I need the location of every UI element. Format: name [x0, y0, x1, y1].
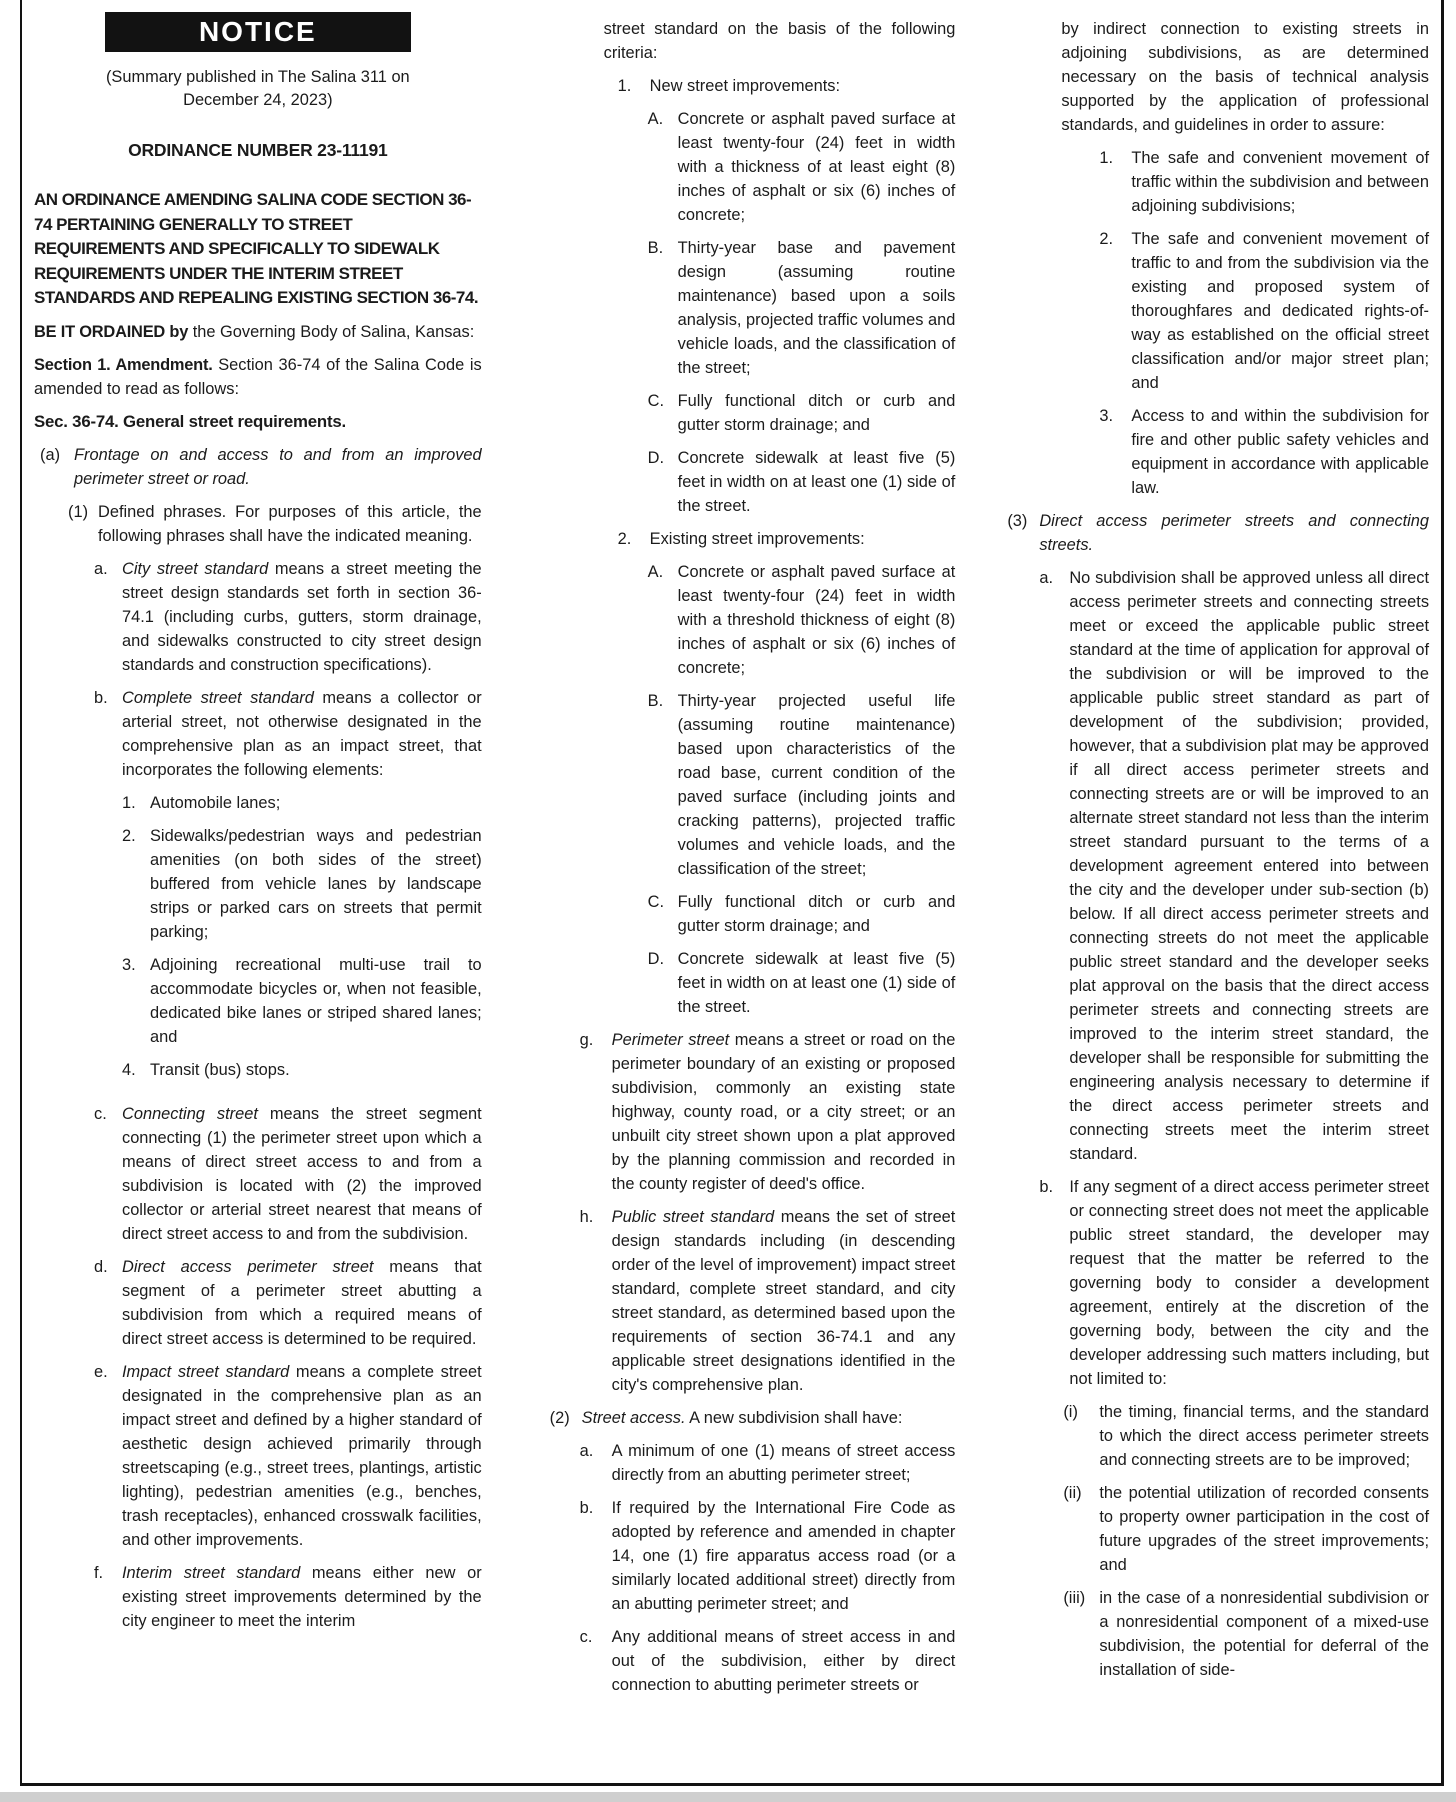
item-text: Concrete sidewalk at least five (5) feet in width on at least one (1) side of the street. [677, 449, 956, 515]
item-marker: 1. [1099, 149, 1114, 167]
list-item-i [981, 1400, 1429, 1472]
item-marker: (a) [40, 445, 61, 464]
list-item-A [508, 560, 956, 680]
list-item-ii [981, 1481, 1429, 1577]
item-text: the timing, financial terms, and the standard to which the direct access perimeter streets and connecting streets are to be improved; [1099, 1403, 1430, 1469]
defined-term: Street access. [581, 1409, 686, 1427]
item-text: Fully functional ditch or curb and gutter storm drainage; and [677, 893, 956, 935]
enacting-clause [34, 320, 482, 344]
list-item-C [508, 890, 956, 938]
item-text: means the set of street design standards including (in descending order of the level of improvement) impact street standard, complete street standard, and city street standard, as determined based upon the requirements of section 36-74.1 and any applicable street designations identified in the city's comprehensive plan. [611, 1208, 956, 1394]
item-text: means a complete street designated in the comprehensive plan as an impact street and defined by a higher standard of aesthetic design achieved primarily through streetscaping (e.g., street trees, plantings, artistic lighting), pedestrian amenities (e.g., benches, trash receptacles), enhanced crosswalk facilities, and other improvements. [122, 1362, 482, 1549]
section-1-heading [34, 353, 482, 401]
list-item-f [34, 1561, 482, 1633]
list-item-b [34, 686, 482, 782]
item-text: Thirty-year projected useful life (assuming routine maintenance) based upon characteristics of the road base, current condition of the paved surface (including joints and cracking patterns), projected traffic volumes and vehicle loads, and the classification of the street; [677, 692, 956, 878]
list-item-c [34, 1102, 482, 1246]
item-marker: (1) [68, 502, 89, 521]
section-1-rest: Section 36-74 of the Salina Code is amended to read as follows: [34, 355, 482, 398]
list-item-d [34, 1255, 482, 1351]
ordinance-title: AN ORDINANCE AMENDING SALINA CODE SECTION 36-74 PERTAINING GENERALLY TO STREET REQUIREMENTS AND SPECIFICALLY TO SIDEWALK REQUIREMENTS UNDER THE INTERIM STREET STANDARDS AND REPEALING EXISTING SECTION 36-74. [34, 190, 479, 307]
item-marker: b. [94, 688, 108, 707]
item-text: If any segment of a direct access perimeter street or connecting street does not meet the applicable public street standard, the developer may request that the matter be referred to the governing body to consider a development agreement, entirely at the discretion of the governing body, between the city and the developer addressing such matters including, but not limited to: [1069, 1178, 1430, 1388]
item-text: Concrete sidewalk at least five (5) feet in width on at least one (1) side of the street. [677, 950, 956, 1016]
column-1-items [34, 443, 482, 1633]
item-marker: f. [94, 1563, 104, 1582]
document-frame [20, 0, 1444, 1786]
item-text: Concrete or asphalt paved surface at least twenty-four (24) feet in width with a threshold thickness of eight (8) inches of asphalt or six (6) inches of concrete; [677, 563, 956, 677]
list-item-2 [508, 1406, 956, 1430]
item-text: A new subdivision shall have: [685, 1409, 903, 1427]
defined-term: Impact street standard [122, 1362, 290, 1381]
item-marker: 3. [1099, 407, 1114, 425]
item-text: means a street meeting the street design standards set forth in section 36-74.1 (including curbs, gutters, storm drainage, and sidewalks constructed to city street design standards and construction specifications). [122, 559, 482, 674]
defined-term: Perimeter street [611, 1031, 730, 1049]
list-item-B [508, 236, 956, 380]
item-marker: a. [1039, 569, 1054, 587]
item-text: No subdivision shall be approved unless all direct access perimeter streets and connecting streets meet or exceed the applicable public street standard at the time of application for approval of the subdivision or will be improved to the applicable public street standard as part of development of the subdivision; provided, however, that a subdivision plat may be approved if all direct access perimeter streets and connecting streets are or will be improved to an alternate street standard not less than the interim street standard pursuant to the terms of a development agreement entered into between the city and the developer under sub-section (b) below. If all direct access perimeter streets and connecting streets do not meet the applicable public street standard and the developer seeks plat approval on the basis that the direct access perimeter streets and connecting streets are improved to the interim street standard, the developer shall be responsible for submitting the engineering analysis necessary to determine if the direct access perimeter streets and connecting streets meet the interim street standard. [1069, 569, 1430, 1163]
list-item-1 [508, 74, 956, 98]
list-item-1 [981, 146, 1429, 218]
item-marker: 3. [122, 955, 136, 974]
item-marker: c. [579, 1628, 593, 1646]
list-item-a [34, 557, 482, 677]
list-item-b [508, 1496, 956, 1616]
item-text: in the case of a nonresidential subdivision or a nonresidential component of a mixed-use subdivision, the potential for deferral of the installation of side- [1099, 1589, 1430, 1679]
item-marker: D. [647, 449, 665, 467]
item-marker: D. [647, 950, 665, 968]
list-item-iii [981, 1586, 1429, 1682]
list-item-e [34, 1360, 482, 1552]
item-marker: (3) [1007, 512, 1028, 530]
defined-term: Direct access perimeter street [122, 1257, 374, 1276]
item-marker: (i) [1063, 1403, 1078, 1421]
column-2 [508, 8, 956, 1783]
item-marker: h. [579, 1208, 594, 1226]
item-marker: a. [579, 1442, 594, 1460]
list-item-h [508, 1205, 956, 1397]
list-item-3 [981, 509, 1429, 557]
item-marker: (ii) [1063, 1484, 1082, 1502]
list-item-C [508, 389, 956, 437]
defined-term: Frontage on and access to and from an improved perimeter street or road. [74, 445, 482, 488]
enacting-clause-rest: the Governing Body of Salina, Kansas: [188, 322, 475, 341]
item-text: Transit (bus) stops. [150, 1060, 290, 1079]
item-text: the potential utilization of recorded consents to property owner participation in the cost of future upgrades of the street improvements; and [1099, 1484, 1430, 1574]
item-marker: C. [647, 893, 665, 911]
list-item-1 [34, 791, 482, 815]
column-3-items [981, 17, 1429, 1682]
item-marker: A. [647, 563, 664, 581]
list-item-g [508, 1028, 956, 1196]
column-2-items [508, 17, 956, 1697]
item-marker: 1. [617, 77, 632, 95]
item-text: means the street segment connecting (1) the perimeter street upon which a means of direct street access to and from a subdivision is located with (2) the improved collector or arterial street nearest that means of direct street access to and from the subdivision. [122, 1104, 482, 1243]
summary-line: (Summary published in The Salina 311 on December 24, 2023) [105, 68, 410, 109]
enacting-clause-bold: BE IT ORDAINED by [34, 322, 189, 341]
item-text: means a collector or arterial street, not otherwise designated in the comprehensive plan as an impact street, that incorporates the following elements: [122, 688, 482, 779]
item-marker: 2. [617, 530, 632, 548]
item-marker: A. [647, 110, 664, 128]
item-text: The safe and convenient movement of traffic within the subdivision and between adjoining subdivisions; [1131, 149, 1430, 215]
list-item-D [508, 446, 956, 518]
item-marker: e. [94, 1362, 108, 1381]
list-item-2 [508, 527, 956, 551]
list-item-c [508, 1625, 956, 1697]
item-marker: d. [94, 1257, 108, 1276]
defined-term: Complete street standard [122, 688, 314, 707]
item-text: The safe and convenient movement of traffic to and from the subdivision via the existing and proposed system of thoroughfares and dedicated rights-of-way as established on the official street classification and/or major street plan; and [1131, 230, 1430, 392]
list-item-2 [981, 227, 1429, 395]
item-marker: g. [579, 1031, 594, 1049]
defined-term: City street standard [122, 559, 269, 578]
item-text: Fully functional ditch or curb and gutter storm drainage; and [677, 392, 956, 434]
continuation-paragraph [981, 17, 1429, 137]
list-item-2 [34, 824, 482, 944]
item-marker: 2. [122, 826, 136, 845]
item-marker: b. [579, 1499, 594, 1517]
item-marker: 4. [122, 1060, 136, 1079]
continuation-paragraph [508, 17, 956, 65]
list-item-a [981, 566, 1429, 1166]
item-text: means a street or road on the perimeter boundary of an existing or proposed subdivision, commonly an existing state highway, county road, or a city street; or an unbuilt city street shown upon a plat approved by the planning commission and recorded in the county register of deed's office. [611, 1031, 956, 1193]
item-marker: 1. [122, 793, 136, 812]
list-item-3 [981, 404, 1429, 500]
item-text: means either new or existing street improvements determined by the city engineer to meet the interim [122, 1563, 482, 1630]
notice-banner: NOTICE [105, 12, 411, 52]
item-text: Sidewalks/pedestrian ways and pedestrian amenities (on both sides of the street) buffered from vehicle lanes by landscape strips or parked cars on streets that permit parking; [150, 826, 482, 941]
item-text: means that segment of a perimeter street abutting a subdivision from which a required means of direct street access is determined to be required. [122, 1257, 482, 1348]
item-text: Concrete or asphalt paved surface at least twenty-four (24) feet in width with a thickness of at least eight (8) inches of asphalt or six (6) inches of concrete; [677, 110, 956, 224]
item-marker: a. [94, 559, 108, 578]
item-marker: (2) [549, 1409, 570, 1427]
list-item-B [508, 689, 956, 881]
item-marker: c. [94, 1104, 107, 1123]
item-text: Automobile lanes; [150, 793, 281, 812]
item-text: Any additional means of street access in and out of the subdivision, either by direct connection to abutting perimeter streets or [611, 1628, 956, 1694]
column-1 [34, 8, 482, 1783]
item-text: Access to and within the subdivision for fire and other public safety vehicles and equipment in accordance with applicable law. [1131, 407, 1430, 497]
item-text: street standard on the basis of the following criteria: [603, 20, 956, 62]
column-3 [981, 8, 1429, 1783]
item-marker: B. [647, 692, 664, 710]
list-item-4 [34, 1058, 482, 1082]
item-text: A minimum of one (1) means of street access directly from an abutting perimeter street; [611, 1442, 956, 1484]
list-item-1 [34, 500, 482, 548]
defined-term: Interim street standard [122, 1563, 301, 1582]
column-layout [22, 0, 1441, 1783]
item-marker: b. [1039, 1178, 1054, 1196]
defined-term: Public street standard [611, 1208, 775, 1226]
list-item-3 [34, 953, 482, 1049]
ordinance-number: ORDINANCE NUMBER 23-11191 [128, 140, 388, 160]
list-item-a [34, 443, 482, 491]
item-marker: 2. [1099, 230, 1114, 248]
item-marker: B. [647, 239, 664, 257]
item-text: Existing street improvements: [649, 530, 865, 548]
item-text: Defined phrases. For purposes of this article, the following phrases shall have the indicated meaning. [98, 502, 482, 545]
item-text: Adjoining recreational multi-use trail to accommodate bicycles or, when not feasible, dedicated bike lanes or striped shared lanes; and [150, 955, 482, 1046]
defined-term: Connecting street [122, 1104, 258, 1123]
item-text: by indirect connection to existing streets in adjoining subdivisions, as are determined necessary on the basis of technical analysis supported by the application of professional standards, and guidelines in order to assure: [1061, 20, 1430, 134]
list-item-a [508, 1439, 956, 1487]
section-1-bold: Section 1. Amendment. [34, 355, 213, 374]
page-bottom-edge [0, 1792, 1456, 1802]
item-marker: C. [647, 392, 665, 410]
item-text: If required by the International Fire Code as adopted by reference and amended in chapter 14, one (1) fire apparatus access road (or a similarly located additional street) directly from an abutting perimeter street; and [611, 1499, 956, 1613]
list-item-b [981, 1175, 1429, 1391]
item-text: Thirty-year base and pavement design (assuming routine maintenance) based upon a soils analysis, projected traffic volumes and vehicle loads, and the classification of the street; [677, 239, 956, 377]
item-marker: (iii) [1063, 1589, 1086, 1607]
list-item-D [508, 947, 956, 1019]
item-text: New street improvements: [649, 77, 841, 95]
list-item-A [508, 107, 956, 227]
defined-term: Direct access perimeter streets and connecting streets. [1039, 512, 1430, 554]
sec-36-74-heading: Sec. 36-74. General street requirements. [34, 411, 346, 431]
